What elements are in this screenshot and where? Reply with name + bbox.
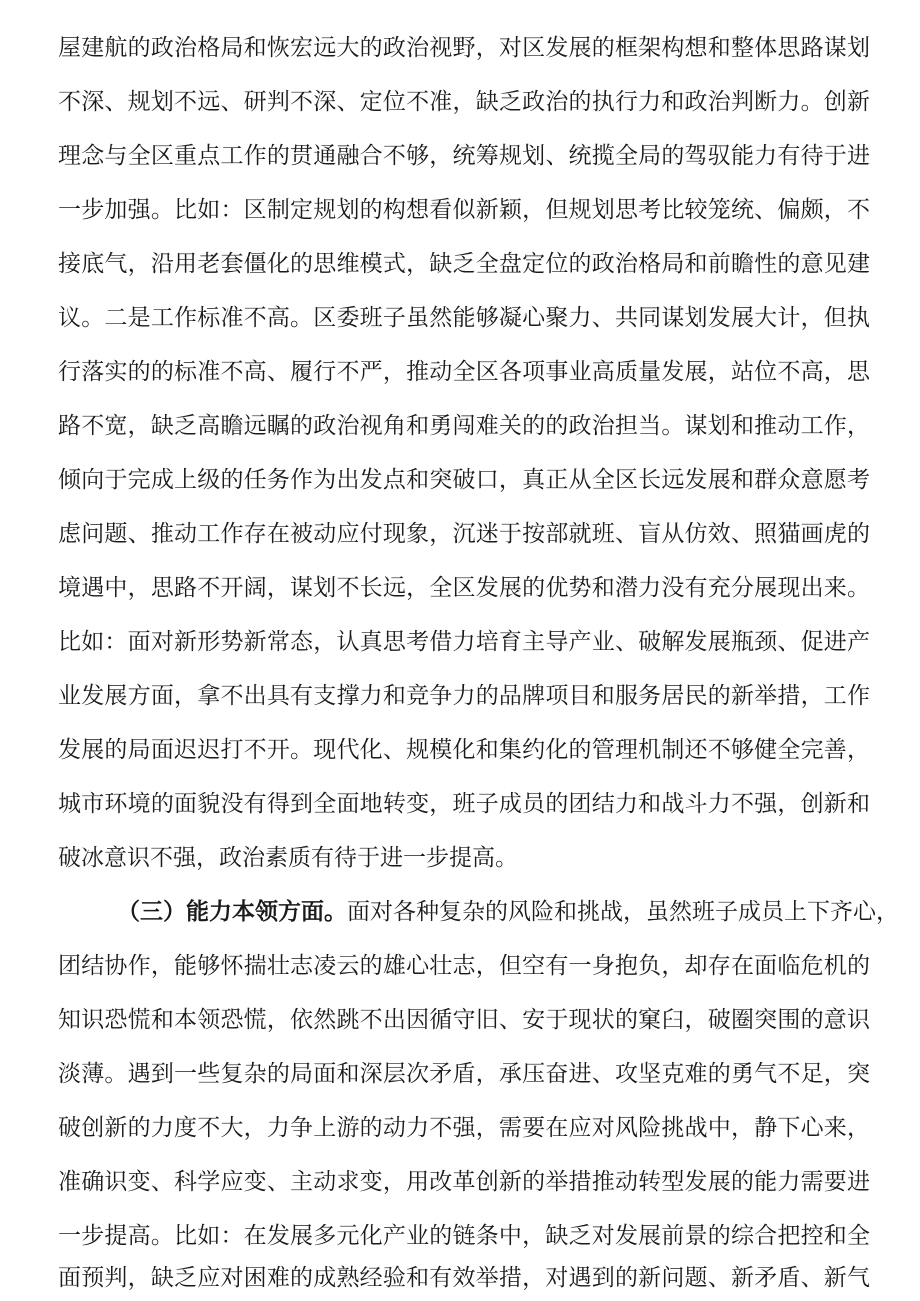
text-line: 淡薄。遇到一些复杂的局面和深层次矛盾，承压奋进、攻坚克难的勇气不足，突 xyxy=(58,1061,870,1087)
text-line: 倾向于完成上级的任务作为出发点和突破口，真正从全区长远发展和群众意愿考 xyxy=(58,467,870,493)
text-line: 团结协作，能够怀揣壮志凌云的雄心壮志，但空有一身抱负，却存在面临危机的 xyxy=(58,953,870,979)
text-line: 议。二是工作标准不高。区委班子虽然能够凝心聚力、共同谋划发展大计，但执 xyxy=(58,305,870,331)
text-run: 面对各种复杂的风险和挑战，虽然班子成员上下齐心， xyxy=(347,899,899,925)
text-line: 行落实的的标准不高、履行不严，推动全区各项事业高质量发展，站位不高，思 xyxy=(58,359,870,385)
text-line: 一步提高。比如：在发展多元化产业的链条中，缺乏对发展前景的综合把控和全 xyxy=(58,1223,870,1249)
text-line: 发展的局面迟迟打不开。现代化、规模化和集约化的管理机制还不够健全完善， xyxy=(58,737,870,763)
text-line: 面预判，缺乏应对困难的成熟经验和有效举措，对遇到的新问题、新矛盾、新气 xyxy=(58,1265,870,1291)
text-line: 破冰意识不强，政治素质有待于进一步提高。 xyxy=(58,845,518,871)
text-line: 屋建航的政治格局和恢宏远大的政治视野，对区发展的框架构想和整体思路谋划 xyxy=(58,35,870,61)
section-heading-line xyxy=(117,892,899,932)
text-line: 路不宽，缺乏高瞻远瞩的政治视角和勇闯难关的的政治担当。谋划和推动工作， xyxy=(58,413,870,439)
text-line: 城市环境的面貌没有得到全面地转变，班子成员的团结力和战斗力不强，创新和 xyxy=(58,791,870,817)
text-line: 破创新的力度不大，力争上游的动力不强，需要在应对风险挑战中，静下心来， xyxy=(58,1115,870,1141)
text-line: 虑问题、推动工作存在被动应付现象，沉迷于按部就班、盲从仿效、照猫画虎的 xyxy=(58,521,870,547)
text-line: 接底气，沿用老套僵化的思维模式，缺乏全盘定位的政治格局和前瞻性的意见建 xyxy=(58,251,870,277)
section-heading: （三）能力本领方面。 xyxy=(117,899,347,925)
text-line: 不深、规划不远、研判不深、定位不准，缺乏政治的执行力和政治判断力。创新 xyxy=(58,89,870,115)
text-line: 比如：面对新形势新常态，认真思考借力培育主导产业、破解发展瓶颈、促进产 xyxy=(58,629,870,655)
text-line: 准确识变、科学应变、主动求变，用改革创新的举措推动转型发展的能力需要进 xyxy=(58,1169,870,1195)
text-line: 业发展方面，拿不出具有支撑力和竞争力的品牌项目和服务居民的新举措，工作 xyxy=(58,683,870,709)
text-line: 理念与全区重点工作的贯通融合不够，统筹规划、统揽全局的驾驭能力有待于进 xyxy=(58,143,870,169)
text-line: 知识恐慌和本领恐慌，依然跳不出因循守旧、安于现状的窠臼，破圈突围的意识 xyxy=(58,1007,870,1033)
text-line: 境遇中，思路不开阔，谋划不长远，全区发展的优势和潜力没有充分展现出来。 xyxy=(58,575,870,601)
text-line: 一步加强。比如：区制定规划的构想看似新颖，但规划思考比较笼统、偏颇，不 xyxy=(58,197,870,223)
